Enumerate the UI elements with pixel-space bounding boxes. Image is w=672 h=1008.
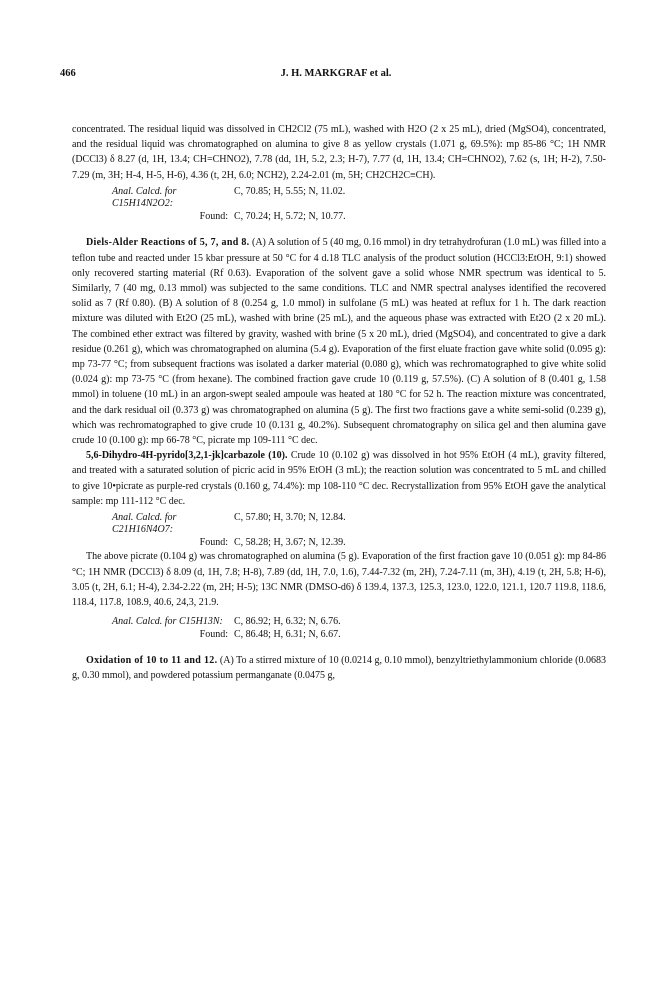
analysis-label: Anal. Calcd. for C21H16N4O7:	[112, 511, 177, 536]
section-heading: Diels-Alder Reactions of 5, 7, and 8.	[86, 237, 250, 249]
paragraph-oxidation	[72, 653, 606, 683]
analysis-found-label: Found:	[199, 628, 228, 640]
paragraph-compound-10	[72, 448, 606, 509]
analysis-calcd: C, 70.85; H, 5.55; N, 11.02.	[234, 185, 346, 197]
page-number: 466	[60, 68, 76, 79]
paragraph-diels-alder	[72, 235, 606, 448]
analysis-found: C, 86.48; H, 6.31; N, 6.67.	[234, 628, 341, 640]
paragraph-compound-8-workup: concentrated. The residual liquid was dissolved in CH2Cl2 (75 mL), washed with H2O (2 x 25 mL), dried (MgSO4), concentrated, and the residual liquid was chromatographed on alumina to give 8 as yellow crystals (1.071 g, 69.5%): mp 85-86 °C; 1H NMR (DCCl3) δ 8.27 (d, 1H, 13.4; CH=CHNO2), 7.78 (dd, 1H, 5.2, 2.3; H-7), 7.77 (d, 1H, 13.4; CH=CHNO2), 7.62 (s, 1H; H-2), 7.50-7.29 (m, 3H; H-4, H-5, H-6), 4.36 (t, 2H, 6.0; NCH2), 2.24-2.01 (m, 5H; CH2CH2C≡CH).	[72, 124, 606, 181]
paragraph-text: Crude 10 (0.102 g) was dissolved in hot 95% EtOH (4 mL), gravity filtered, and treated with a saturated solution of picric acid in 95% EtOH (3 mL); the reaction solution was concentrated to 5 mL and chilled to give 10•picrate as purple-red crystals (0.160 g, 74.4%): mp 108-110 °C dec. Recrystallization from 95% EtOH gave the analytical sample: mp 111-112 °C dec.	[72, 450, 607, 507]
elemental-analysis-8	[112, 186, 606, 224]
running-head: J. H. MARKGRAF et al.	[280, 68, 392, 79]
body-text	[72, 122, 606, 684]
analysis-label: Anal. Calcd. for C15H14N2O2:	[112, 185, 177, 210]
analysis-calcd: C, 86.92; H, 6.32; N, 6.76.	[234, 616, 341, 628]
paragraph-text: (A) To a stirred mixture of 10 (0.0214 g, 0.10 mmol), benzyltriethylammonium chloride (0.0683 g, 0.30 mmol), and powdered potassium permanganate (0.0475 g,	[72, 655, 606, 682]
analysis-found: C, 58.28; H, 3.67; N, 12.39.	[234, 536, 346, 548]
paragraph-text: (A) A solution of 5 (40 mg, 0.16 mmol) in dry tetrahydrofuran (1.0 mL) was filled into a teflon tube and reacted under 15 kbar pressure at 50 °C for 4 d.18 TLC analysis of the product solution (HCCl3:EtOH, 9:1) showed only recovered starting material (Rf 0.63). Evaporation of the solvent gave a solid whose NMR spectrum was identical to 5. Similarly, 7 (40 mg, 0.13 mmol) was subjected to the same conditions. TLC and NMR spectral analyses identified the recovered solid as 7 (Rf 0.80). (B) A solution of 8 (0.254 g, 1.0 mmol) in sulfolane (5 mL) was heated at reflux for 1 h. The dark reaction mixture was diluted with Et2O (25 mL), washed with brine (25 mL), and the aqueous phase was extracted with Et2O (2 x 20 mL). The combined ether extract was filtered by gravity, washed with brine (5 x 20 mL), dried (MgSO4), and concentrated to give a dark residue (0.261 g), which was chromatographed on alumina (5.4 g). Evaporation of the first eluate fraction gave white solid (0.095 g): mp 73-77 °C; from subsequent fractions was isolated a darker material (0.080 g), which was rechromatographed to give white solid (0.024 g): mp 73-75 °C (from hexane). The combined fraction gave crude 10 (0.119 g, 57.5%). (C) A solution of 8 (0.401 g, 1.58 mmol) in toluene (10 mL) in an argon-swept sealed ampoule was heated at 180 °C for 52 h. The reaction mixture was concentrated, and the dark residual oil (0.373 g) was chromatographed on alumina (5 g). The first two fractions gave a white semi-solid (0.239 g), which was rechromatographed to give crude 10 (0.131 g, 40.2%). Subsequent chromatography on silica gel and then alumina gave crude 10 (0.100 g): mp 66-78 °C, picrate mp 109-111 °C dec.	[72, 237, 607, 446]
analysis-found-label: Found:	[199, 210, 228, 222]
page-header	[60, 68, 612, 82]
elemental-analysis-10	[112, 616, 606, 641]
analysis-label: Anal. Calcd. for C15H13N:	[112, 616, 223, 628]
paragraph-picrate-chromatography: The above picrate (0.104 g) was chromatographed on alumina (5 g). Evaporation of the first fraction gave 10 (0.051 g): mp 84-86 °C; 1H NMR (DCCl3) δ 8.09 (d, 1H, 7.8; H-8), 7.89 (dd, 1H, 7.0, 1.6), 7.44-7.32 (m, 2H), 7.24-7.11 (m, 3H), 4.19 (t, 2H, 5.8; H-6), 3.05 (t, 2H, 6.1; H-4), 2.34-2.22 (m, 2H; H-5); 13C NMR (DMSO-d6) δ 139.4, 137.3, 125.3, 123.0, 122.0, 121.1, 120.7 119.8, 118.6, 118.4, 117.8, 108.9, 40.6, 24,3, 21.9.	[72, 551, 606, 609]
elemental-analysis-picrate	[112, 512, 606, 550]
section-heading: Oxidation of 10 to 11 and 12.	[86, 655, 218, 667]
compound-heading: 5,6-Dihydro-4H-pyrido[3,2,1-jk]carbazole (10).	[86, 450, 288, 462]
analysis-found: C, 70.24; H, 5.72; N, 10.77.	[234, 210, 346, 222]
analysis-calcd: C, 57.80; H, 3.70; N, 12.84.	[234, 511, 346, 523]
analysis-found-label: Found:	[199, 536, 228, 548]
